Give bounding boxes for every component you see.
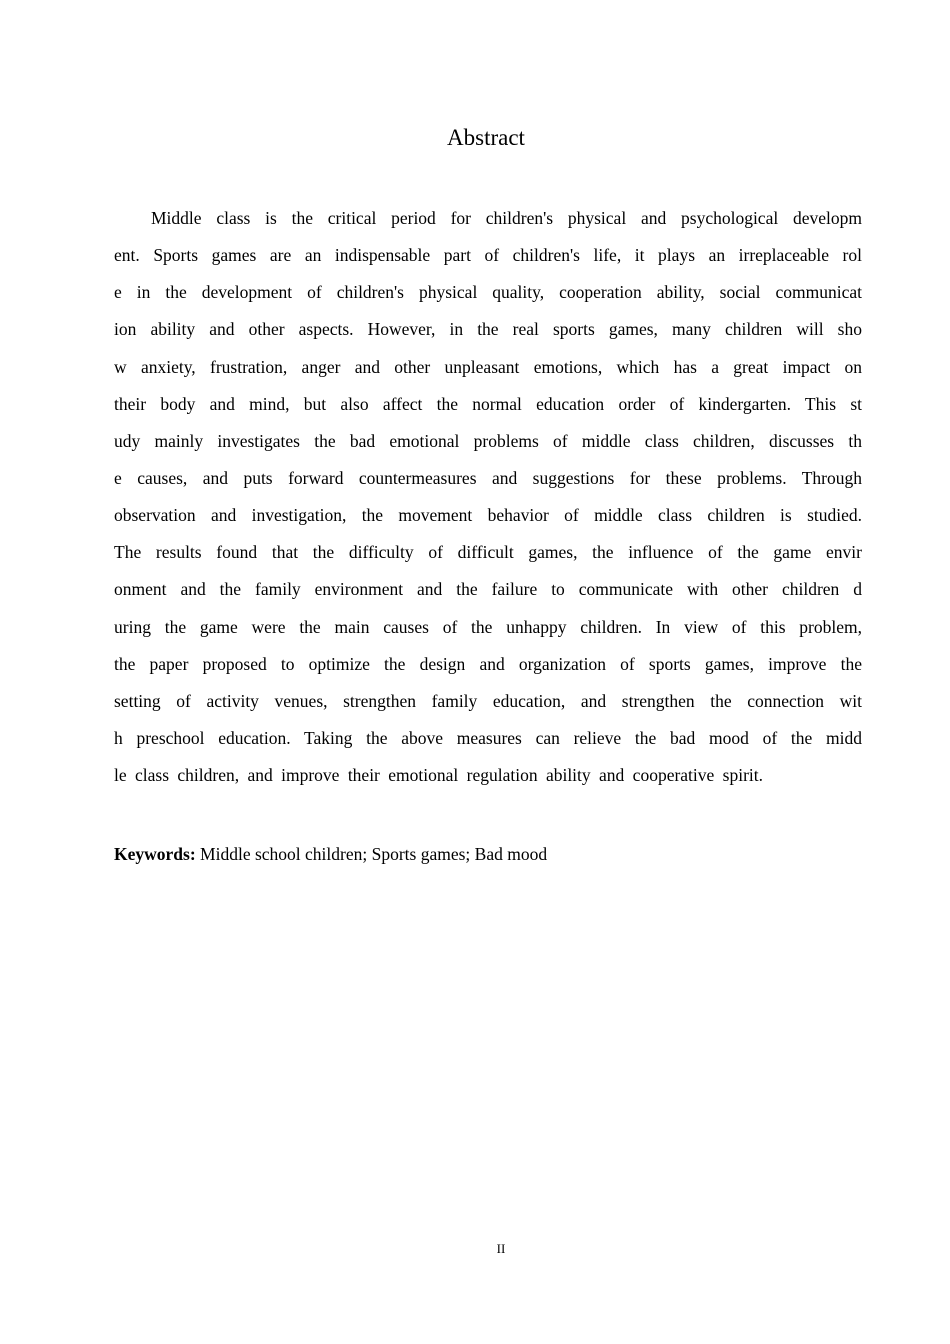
abstract-line: observation and investigation, the movement behavior of middle class children is studied. [114, 505, 862, 526]
keywords [114, 840, 547, 868]
abstract-line: e causes, and puts forward countermeasures and suggestions for these problems. Through [114, 467, 862, 488]
abstract-line: The results found that the difficulty of difficult games, the influence of the game envir [114, 542, 862, 563]
abstract-line: Middle class is the critical period for children's physical and psychological developm [151, 208, 862, 228]
abstract-line: h preschool education. Taking the above measures can relieve the bad mood of the midd [114, 727, 862, 748]
abstract-title: Abstract [447, 125, 525, 150]
abstract-line: the paper proposed to optimize the design and organization of sports games, improve the [114, 653, 862, 674]
abstract-line: uring the game were the main causes of the unhappy children. In view of this problem, [114, 616, 862, 637]
abstract-line: setting of activity venues, strengthen family education, and strengthen the connection wit [114, 690, 862, 711]
abstract-line: le class children, and improve their emotional regulation ability and cooperative spirit. [114, 765, 764, 786]
abstract-line: onment and the family environment and the failure to communicate with other children d [114, 579, 862, 600]
abstract-line: ion ability and other aspects. However, in the real sports games, many children will sho [114, 319, 862, 340]
abstract-line: e in the development of children's physical quality, cooperation ability, social communicat [114, 282, 862, 303]
keywords-label: Keywords: [114, 844, 196, 864]
abstract-line: w anxiety, frustration, anger and other unpleasant emotions, which has a great impact on [114, 356, 862, 377]
abstract-body [114, 200, 862, 794]
abstract-line: ent. Sports games are an indispensable part of children's life, it plays an irreplaceable rol [114, 245, 862, 266]
abstract-line: udy mainly investigates the bad emotional problems of middle class children, discusses th [114, 430, 862, 451]
keywords-text: Middle school children; Sports games; Bad mood [195, 844, 548, 864]
page-number: II [496, 1241, 506, 1256]
abstract-line: their body and mind, but also affect the normal education order of kindergarten. This st [114, 393, 862, 414]
